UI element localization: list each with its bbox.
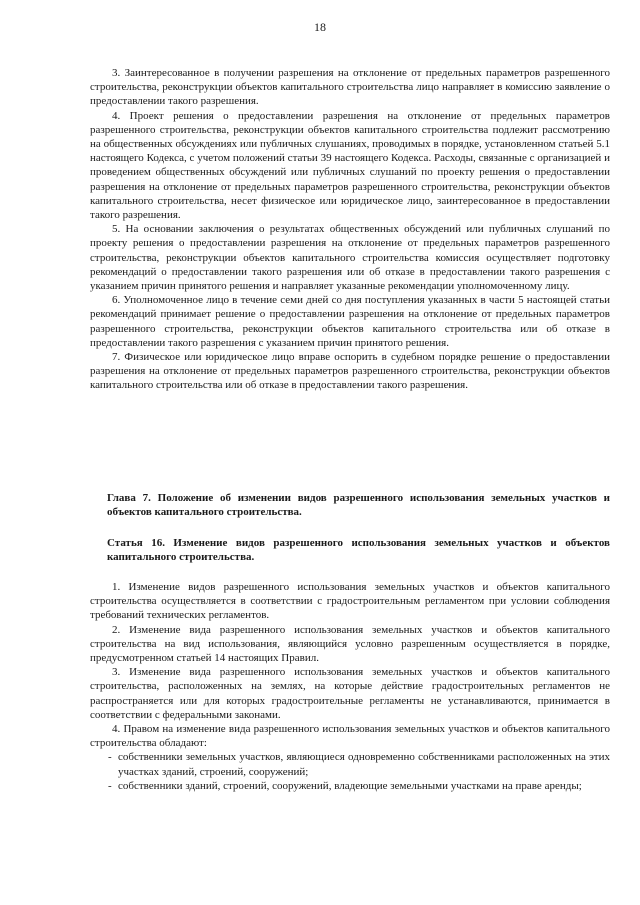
rights-holders-list bbox=[90, 750, 610, 793]
paragraph: 2. Изменение вида разрешенного использования земельных участков и объектов капитального строительства на вид использования, являющийся условно разрешенным осуществляется в порядке, предусмотренном статьей 14 настоящих Правил. bbox=[90, 623, 610, 665]
paragraph: 4. Проект решения о предоставлении разрешения на отклонение от предельных параметров разрешенного строительства, реконструкции объектов капитального строительства подлежит рассмотрению на общественных обсуждениях или публичных слушаниях, проводимых в порядке, установленном статьей 5.1 настоящего Кодекса, с учетом положений статьи 39 настоящего Кодекса. Расходы, связанные с организацией и проведением общественных обсуждений или публичных слушаний по проекту решения о предоставлении разрешения на отклонение от предельных параметров разрешенного строительства, реконструкции объектов капитального строительства, несет физическое или юридическое лицо, заинтересованное в предоставлении такого разрешения. bbox=[90, 109, 610, 222]
page-number: 18 bbox=[314, 20, 326, 34]
chapter-heading bbox=[107, 491, 610, 519]
list-item bbox=[90, 750, 610, 778]
paragraph: 3. Изменение вида разрешенного использования земельных участков и объектов капитального строительства, расположенных на землях, на которые действие градостроительных регламентов не распространяется или для которых градостроительные регламенты не устанавливаются, принимается в соответствии с федеральными законами. bbox=[90, 666, 610, 721]
list-item-text: собственники зданий, строений, сооружений, владеющие земельными участками на праве аренды; bbox=[118, 779, 582, 792]
list-item bbox=[90, 779, 610, 793]
bullet-marker: - bbox=[108, 751, 112, 764]
list-item-text: собственники земельных участков, являющиеся одновременно собственниками расположенных на этих участках зданий, строений, сооружений; bbox=[118, 751, 610, 778]
paragraph: 3. Заинтересованное в получении разрешения на отклонение от предельных параметров разрешенного строительства, реконструкции объектов капитального строительства лицо направляет в комиссию заявление о предоставлении такого разрешения. bbox=[90, 67, 610, 108]
article-16-body bbox=[90, 580, 610, 793]
paragraph: 5. На основании заключения о результатах общественных обсуждений или публичных слушаний по проекту решения о предоставлении разрешения на отклонение от предельных параметров разрешенного строительства, реконструкции объектов капитального строительства комиссия осуществляет подготовку рекомендаций о предоставлении такого разрешения или об отказе в предоставлении такого разрешения с указанием причин принятого решения и направляет указанные рекомендации уполномоченному лицу. bbox=[90, 223, 610, 293]
article-15-body bbox=[90, 66, 610, 393]
bullet-marker: - bbox=[108, 779, 112, 792]
paragraph: 7. Физическое или юридическое лицо вправе оспорить в судебном порядке решение о предоставлении разрешения на отклонение от предельных параметров разрешенного строительства, реконструкции объектов капитального строительства или об отказе в предоставлении такого разрешения. bbox=[90, 351, 610, 392]
article-title: Статья 16. Изменение видов разрешенного использования земельных участков и объектов капитального строительства. bbox=[107, 537, 610, 564]
article-heading bbox=[107, 536, 610, 564]
chapter-title: Глава 7. Положение об изменении видов разрешенного использования земельных участков и объектов капитального строительства. bbox=[107, 492, 610, 519]
paragraph: 6. Уполномоченное лицо в течение семи дней со дня поступления указанных в части 5 настоящей статьи рекомендаций принимает решение о предоставлении разрешения на отклонение от предельных параметров разрешенного строительства, реконструкции объектов капитального строительства или об отказе в предоставлении такого разрешения с указанием причин принятого решения. bbox=[90, 294, 610, 349]
paragraph: 1. Изменение видов разрешенного использования земельных участков и объектов капитального строительства осуществляется в соответствии с градостроительным регламентом при условии соблюдения требований технических регламентов. bbox=[90, 581, 610, 622]
paragraph: 4. Правом на изменение вида разрешенного использования земельных участков и объектов капитального строительства обладают: bbox=[90, 723, 610, 750]
